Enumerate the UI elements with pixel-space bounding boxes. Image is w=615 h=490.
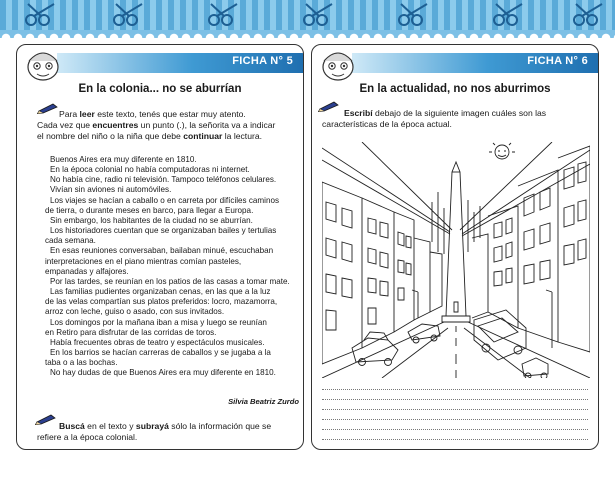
writing-instruction-line-1: Escribí debajo de la siguiente imagen cuáles son las <box>344 108 547 118</box>
perforated-edge <box>0 30 615 38</box>
scissors-icon <box>300 2 338 28</box>
story-line: taba o a las bochas. <box>45 358 118 368</box>
scissors-icon <box>490 2 528 28</box>
scissors-icon <box>570 2 608 28</box>
story-line: No había cine, radio ni televisión. Tampoco teléfonos celulares. <box>50 175 277 185</box>
pencil-icon <box>37 102 59 114</box>
story-line: de las velas compartían sus platos preferidos: locro, mazamorra, <box>45 297 278 307</box>
city-illustration <box>322 142 590 378</box>
worksheet-card-ficha-5 <box>16 44 304 450</box>
task-instruction-line-1: Buscá en el texto y subrayá sólo la información que se <box>59 421 272 431</box>
scissors-icon <box>110 2 148 28</box>
story-line: Las familias pudientes organizaban cenas, en las que a la luz <box>50 287 271 297</box>
task-instruction-line-2: refiere a la época colonial. <box>37 432 138 442</box>
story-line: Vivían sin aviones ni automóviles. <box>50 185 172 195</box>
story-line: Sin embargo, los habitantes de la ciudad no se aburrían. <box>50 215 253 225</box>
ficha-number: FICHA N° 5 <box>232 55 293 67</box>
reading-instruction-line-1: Para leer este texto, tenés que estar muy atento. <box>59 109 246 119</box>
story-line: en Retiro para disfrutar de las corridas de toros. <box>45 327 217 337</box>
scissors-icon <box>205 2 243 28</box>
story-line: interpretaciones en el piano mientras comían pasteles, <box>45 256 242 266</box>
story-line: Los viajes se hacían a caballo o en carreta por difíciles caminos <box>50 195 279 205</box>
story-line: Los historiadores cuentan que se organizaban bailes y tertulias <box>50 226 277 236</box>
answer-line[interactable] <box>322 409 588 410</box>
ficha-header-bar <box>57 53 303 73</box>
story-line: cada semana. <box>45 236 96 246</box>
answer-line[interactable] <box>322 419 588 420</box>
mascot-icon <box>318 47 358 83</box>
story-line: Por las tardes, se reunían en los patios de las casas a tomar mate. <box>50 276 290 286</box>
story-line: arroz con leche, guiso o asado, con sus invitados. <box>45 307 225 317</box>
pencil-icon <box>318 100 340 112</box>
story-line: En esas reuniones conversaban, bailaban minué, escuchaban <box>50 246 274 256</box>
story-line: Buenos Aires era muy diferente en 1810. <box>50 155 197 164</box>
ficha-number: FICHA N° 6 <box>527 55 588 67</box>
mascot-icon <box>23 47 63 83</box>
story-line: Había frecuentes obras de teatro y espectáculos musicales. <box>50 337 265 347</box>
pencil-icon <box>35 413 57 425</box>
answer-line[interactable] <box>322 389 588 390</box>
ficha-header-bar <box>352 53 598 73</box>
scissors-icon <box>22 2 60 28</box>
reading-instruction-line-3: el nombre del niño o la niña que debe continuar la lectura. <box>37 131 263 141</box>
page-title: En la actualidad, no nos aburrimos <box>359 83 551 95</box>
story-line: Los domingos por la mañana iban a misa y luego se reunían <box>50 317 267 327</box>
answer-line[interactable] <box>322 399 588 400</box>
story-line: En la época colonial no había computadoras ni internet. <box>50 165 250 175</box>
answer-line[interactable] <box>322 429 588 430</box>
answer-line[interactable] <box>322 439 588 440</box>
story-line: de tierra, o durante meses en barco, para llegar a Europa. <box>45 205 254 215</box>
story-text <box>45 155 299 378</box>
reading-instruction-line-2: Cada vez que encuentres un punto (.), la señorita va a indicar <box>37 120 276 130</box>
worksheet-card-ficha-6 <box>311 44 599 450</box>
page-title: En la colonia... no se aburrían <box>78 83 242 95</box>
story-line: En los barrios se hacían carreras de caballos y se jugaba a la <box>50 347 271 357</box>
scissors-icon <box>395 2 433 28</box>
top-banner <box>0 0 615 34</box>
story-line: No hay dudas de que Buenos Aires era muy diferente en 1810. <box>50 368 276 378</box>
writing-instruction-line-2: características de la época actual. <box>322 119 452 129</box>
story-line: empanadas y alfajores. <box>45 266 129 276</box>
author-signature: Silvia Beatriz Zurdo <box>228 397 299 406</box>
